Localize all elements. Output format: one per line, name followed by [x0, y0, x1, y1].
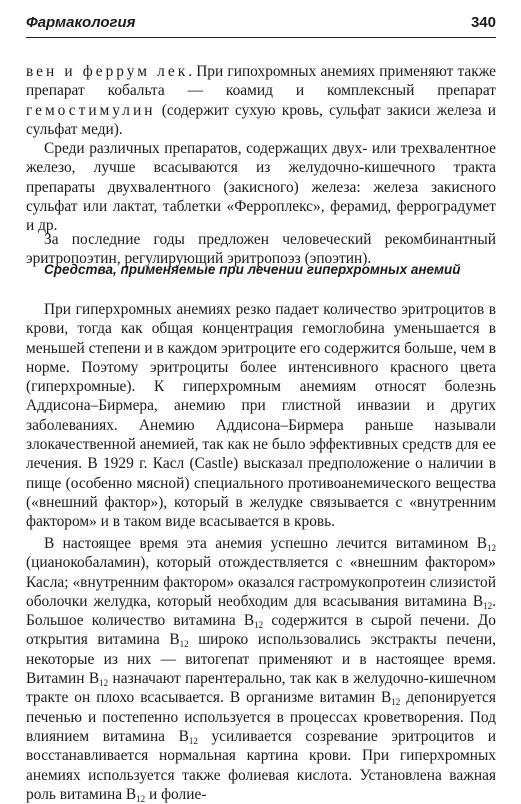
subscript: 12 — [254, 620, 264, 631]
page-number: 340 — [470, 14, 496, 31]
paragraph-5-text: усиливается созревание эритроцитов и восстанавливается нормальная картина крови. При гиперхромных анемиях используется также фолиевая кислота. Установлена важная роль витамина В — [26, 727, 496, 803]
drug-name-spaced: вен и феррум лек — [26, 63, 189, 80]
paragraph-1-text: (содержит сухую кровь, сульфат закиси железа и сульфат меди). — [26, 101, 496, 138]
paragraph-5-text: (цианокобаламин), который отождествляется с «внешним фактором» Касла; «внутренним фактором» оказался гастромукопротеин слизистой оболочки желудка, который необходим для всасывания витамина В — [26, 554, 496, 610]
subscript: 12 — [391, 697, 401, 708]
paragraph-3: За последние годы предложен человеческий рекомбинантный эритропоэтин, регулирующий эритропоэз (эпоэтин). — [26, 231, 496, 268]
paragraph-5-text: В настоящее время эта анемия успешно лечится витамином В — [44, 535, 487, 552]
subscript: 12 — [487, 543, 496, 553]
paragraph-4: При гиперхромных анемиях резко падает количество эритроцитов в крови, тогда как общая концентрация гемоглобина уменьшается в меньшей степени и в каждом эритроците его содержится больше, чем в норме. Поэтому эритроциты более интенсивного красного цвета (гиперхромные). К гиперхромным анемиям относят болезнь Аддисона–Бирмера, анемию при глистной инвазии и других заболеваниях. Анемию Аддисона–Бирмера раньше называли злокачественной анемией, так как не было эффективных средств для ее лечения. В 1929 г. Касл (Castle) высказал предположение о наличии в пище (особенно мясной) специального противоанемического вещества («внешний фактор»), который в желудке связывается с «внутренним фактором» и в таком виде всасывается в кровь. — [26, 301, 496, 531]
paragraph-5 — [26, 534, 496, 804]
paragraph-5-text: широко использовались экстракты печени, некоторые из них — витогепат применяют и в настоящее время. Витамин В — [26, 631, 496, 688]
paragraph-5-text: . Большое количество витамина В — [26, 592, 496, 630]
subscript: 12 — [99, 678, 109, 689]
paragraph-5-text: депонируется печенью и постепенно используется в процессах кроветворения. Под влиянием витамина В — [26, 689, 496, 745]
section-heading: Средства, применяемые при лечении гиперхромных анемий — [44, 262, 461, 277]
subscript: 12 — [483, 600, 493, 611]
paragraph-5-text: назначают парентерально, так как в желудочно-кишечном тракте он плохо всасывается. В организме витамин В — [26, 670, 496, 707]
paragraph-2: Среди различных препаратов, содержащих двух- или трехвалентное железо, лучше всасываются из желудочно-кишечного тракта препараты двухвалентного (закисного) железа: железа закисного сульфат или лактат, таблетки «Ферроплекс», ферамид, ферроградумет и др. — [26, 140, 496, 235]
header-rule — [26, 37, 496, 38]
paragraph-1-text: . При гипохромных анемиях применяют также препарат кобальта — коамид и комплексный препарат — [26, 63, 496, 100]
paragraph-5-text: содержится в сырой печени. До открытия витамина В — [26, 612, 496, 649]
subscript: 12 — [188, 735, 198, 746]
drug-name-spaced: гемостимулин — [26, 101, 156, 119]
subscript: 12 — [136, 793, 146, 804]
running-title: Фармакология — [26, 14, 136, 31]
paragraph-1 — [26, 62, 496, 139]
paragraph-5-text: и фолие- — [149, 785, 207, 803]
subscript: 12 — [179, 639, 189, 650]
